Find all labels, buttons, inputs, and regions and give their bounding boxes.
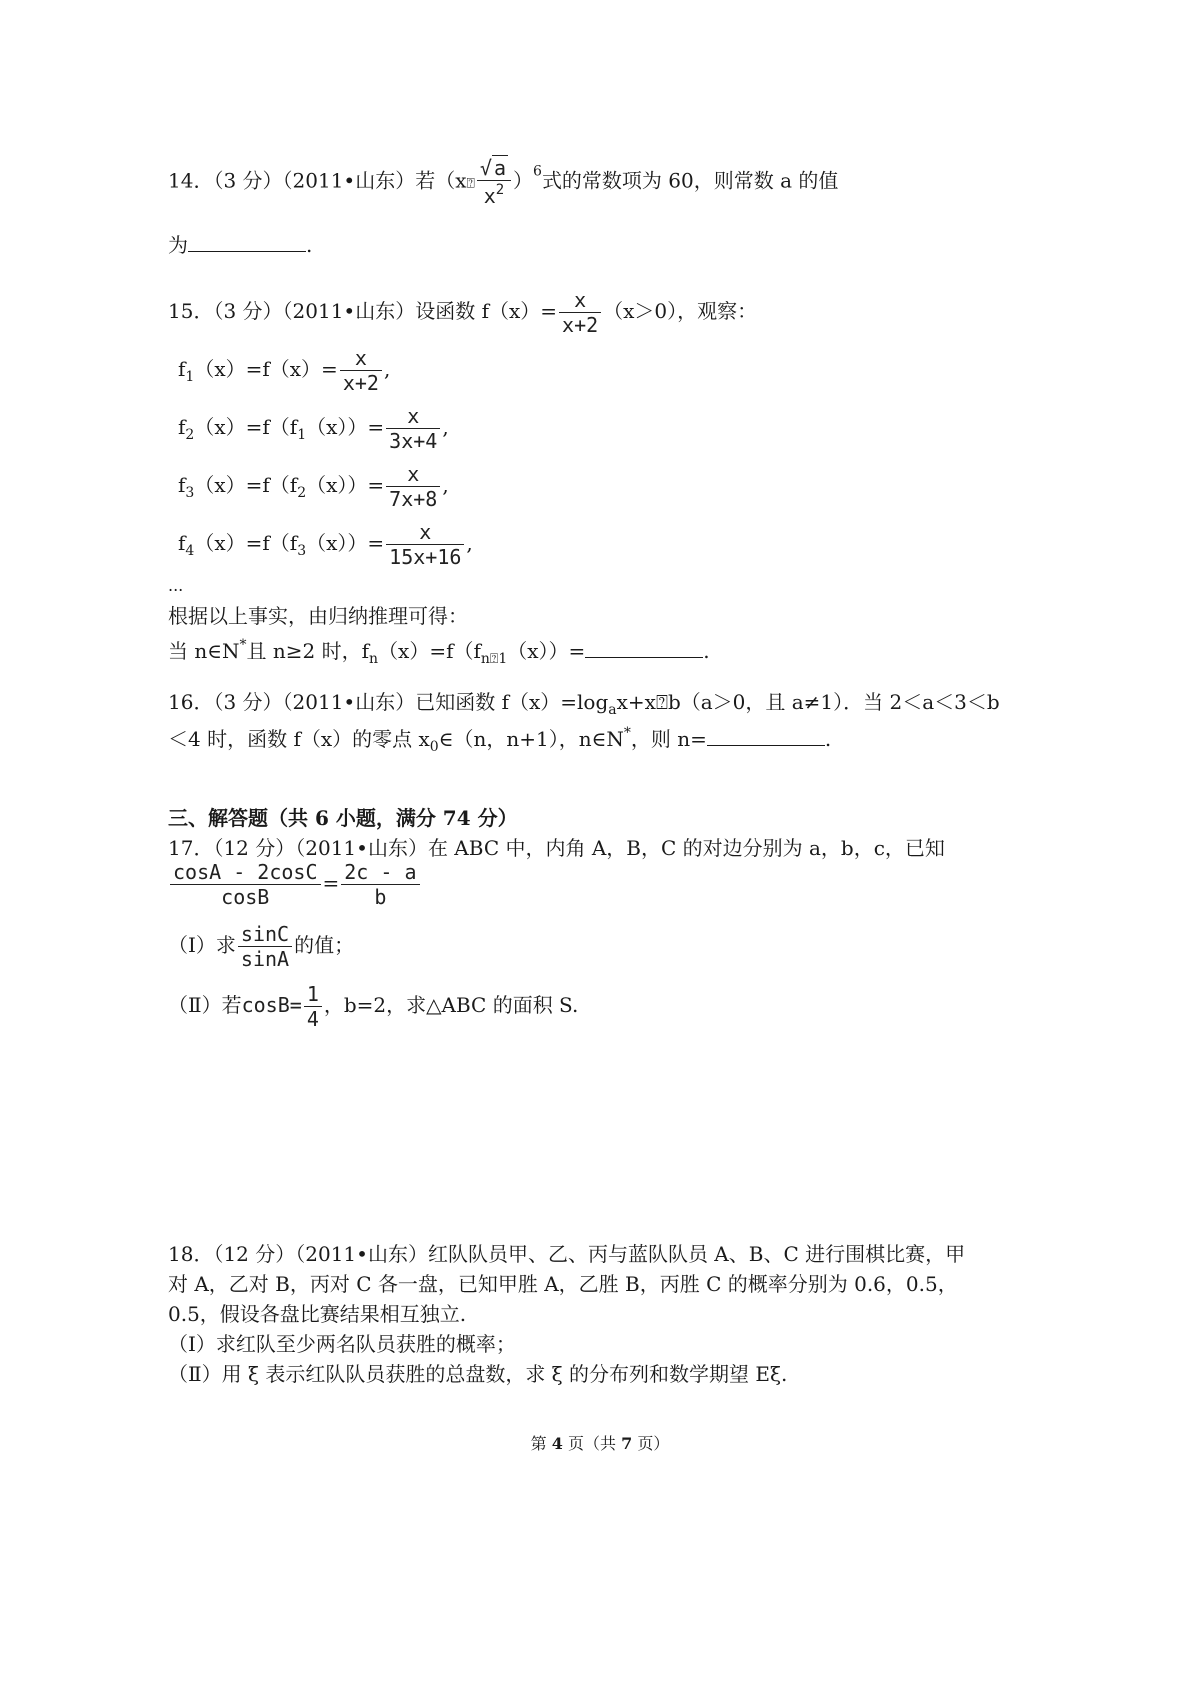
q15-row-4: $f_4(x)=f(f_3(x))=$ $\frac{x}{15x+16}$ , bbox=[178, 520, 473, 569]
q18-line1: 18．（12 分）（2011•山东）红队队员甲、乙、丙与蓝队队员 A、B、C 进行围棋比赛，甲 bbox=[168, 1242, 966, 1266]
q17-part1: （Ⅰ）求 $\frac{\sin C}{\sin A}$ 的值； bbox=[168, 922, 355, 971]
q17-part1-fraction: $\frac{\sin C}{\sin A}$ bbox=[238, 924, 292, 969]
missing-glyph: ⍰ bbox=[466, 175, 475, 192]
q17-part2-fraction: $\frac{1}{4}$ bbox=[304, 984, 322, 1029]
q14-frac-numerator bbox=[477, 158, 511, 180]
q14-close-paren: ） bbox=[513, 168, 534, 193]
page-footer: 第 4 页（共 7 页） bbox=[530, 1434, 670, 1453]
q14-prefix: 14．（3 分）（2011•山东）若（x bbox=[168, 168, 467, 193]
q14-line1 bbox=[168, 158, 838, 206]
q15-row-4-fraction: $\frac{x}{15x+16}$ bbox=[386, 522, 464, 567]
q17-eq-right-fraction: $\frac{2c - a}{b}$ bbox=[341, 862, 419, 907]
q15-suffix: （x＞0），观察： bbox=[603, 299, 758, 323]
q15-line1 bbox=[168, 290, 757, 335]
q15-row-3-fraction: $\frac{x}{7x+8}$ bbox=[386, 464, 440, 509]
answer-blank[interactable] bbox=[585, 636, 703, 658]
q14-radicand: a bbox=[493, 156, 507, 180]
q17-equation: $\frac{\cos A - 2\cos C}{\cos B}$ = $\frac{2c - a}{b}$ bbox=[168, 862, 422, 907]
answer-blank[interactable] bbox=[188, 230, 306, 252]
sqrt-icon: √ bbox=[479, 156, 492, 180]
q15-induction: 根据以上事实，由归纳推理可得： bbox=[168, 604, 468, 628]
q14-line2: 为 . bbox=[168, 230, 312, 255]
q17-eq-left-fraction: $\frac{\cos A - 2\cos C}{\cos B}$ bbox=[170, 862, 321, 907]
q14-line2-prefix: 为 bbox=[168, 233, 188, 257]
section-heading: 三、解答题（共 6 小题，满分 74 分） bbox=[168, 806, 518, 830]
q18-line3: 0.5，假设各盘比赛结果相互独立. bbox=[168, 1302, 467, 1326]
q15-row-1: $f_1(x)=f(x)=$ $\frac{x}{x+2}$ , bbox=[178, 346, 391, 395]
answer-blank[interactable] bbox=[707, 724, 825, 746]
q15-prefix: 15．（3 分）（2011•山东）设函数 f（x）= bbox=[168, 299, 558, 323]
q16-line1: 16．（3 分）（2011•山东）已知函数 $f(x)=\log_ax+x⍰b(a>0$，且 a≠1）．当 2＜a＜3＜b bbox=[168, 690, 1000, 718]
q14-frac-denominator: $x^2$ bbox=[483, 182, 505, 208]
q15-conclusion: 当 n∈N*且 n≥2 时，$f_n(x)=f(f_{n⍰1}(x))=$ . bbox=[168, 637, 710, 667]
q15-ellipsis: ... bbox=[168, 576, 184, 595]
q15-fraction: $\frac{x}{x+2}$ bbox=[559, 290, 601, 335]
q15-row-2: $f_2(x)=f(f_1(x))=$ $\frac{x}{3x+4}$ , bbox=[178, 404, 449, 453]
q15-row-1-fraction: $\frac{x}{x+2}$ bbox=[340, 348, 382, 393]
q17-part2: （Ⅱ）若cosB= $\frac{1}{4}$ ，b=2，求△ABC 的面积 S. bbox=[168, 982, 579, 1031]
q17-line1: 17．（12 分）（2011•山东）在 ABC 中，内角 A，B，C 的对边分别为 a，b，c，已知 bbox=[168, 836, 945, 860]
q15-row-3: $f_3(x)=f(f_2(x))=$ $\frac{x}{7x+8}$ , bbox=[178, 462, 449, 511]
q14-power: 6 bbox=[533, 163, 542, 180]
q14-suffix: 式的常数项为 60，则常数 a 的值 bbox=[541, 168, 839, 193]
q16-line2: ＜4 时，函数 f（x）的零点 $x_0\in(n$，n+1），n∈N*，则 n= . bbox=[168, 725, 832, 755]
q18-part2: （Ⅱ）用 ξ 表示红队队员获胜的总盘数，求 ξ 的分布列和数学期望 Eξ. bbox=[168, 1362, 788, 1386]
q14-fraction bbox=[477, 158, 511, 206]
q18-line2: 对 A，乙对 B，丙对 C 各一盘，已知甲胜 A，乙胜 B，丙胜 C 的概率分别为 0.6，0.5， bbox=[168, 1272, 958, 1296]
q15-row-2-fraction: $\frac{x}{3x+4}$ bbox=[386, 406, 440, 451]
q18-part1: （Ⅰ）求红队至少两名队员获胜的概率； bbox=[168, 1332, 516, 1356]
